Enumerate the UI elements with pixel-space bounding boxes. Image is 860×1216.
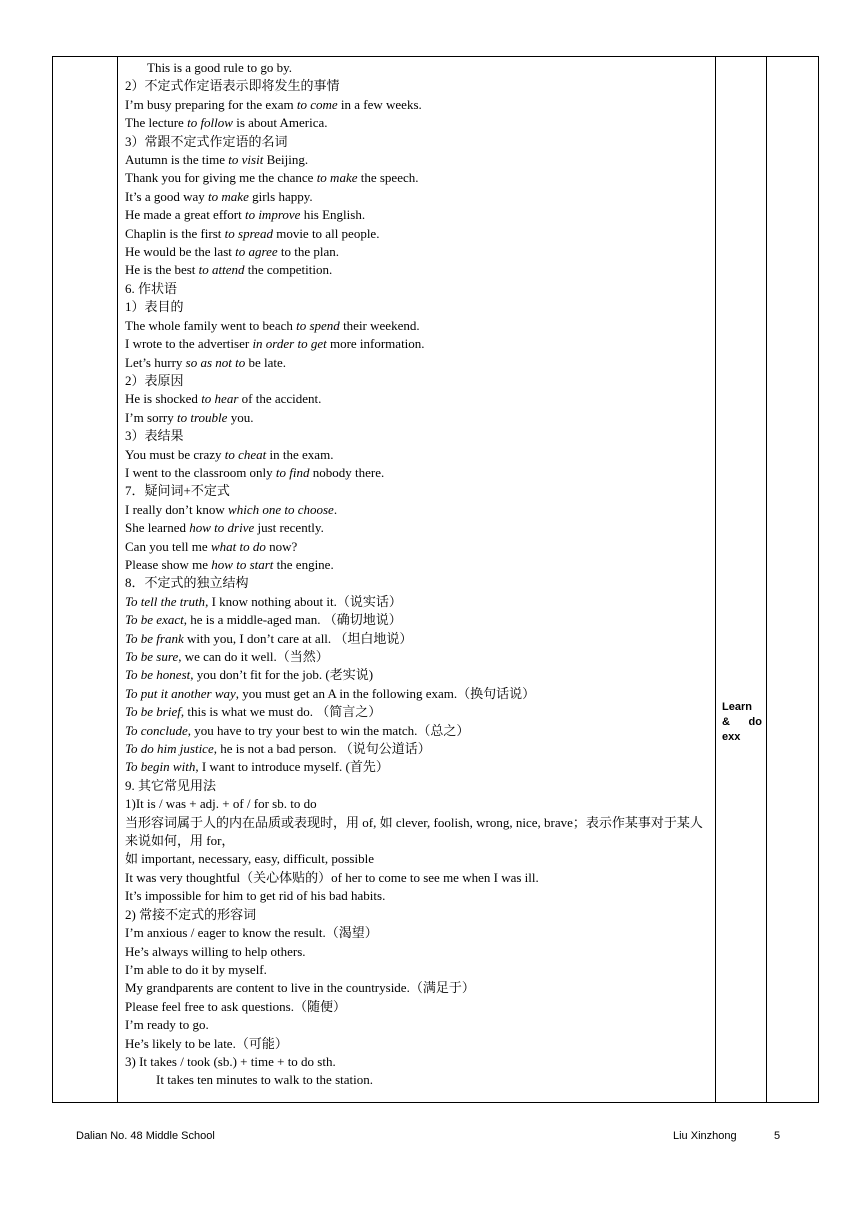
text-line [125,225,715,243]
text-run: the speech. [357,170,419,186]
infinitive-phrase: so as not to [185,354,246,370]
text-run: is about America. [232,115,328,131]
text-run: their weekend. [339,317,420,333]
infinitive-phrase: To be frank [125,630,184,646]
infinitive-phrase: what to do [210,538,266,554]
text-run: Chaplin is the first [125,225,225,241]
infinitive-phrase: to attend [198,262,245,278]
text-run: It was very thoughtful（关心体贴的）of her to come to see me when I was ill. [125,869,539,885]
text-run: Please show me [125,556,212,572]
infinitive-phrase: To be sure [125,649,179,664]
text-line [125,961,715,979]
text-line [125,611,715,629]
text-run: 6. 作状语 [125,280,178,296]
column-divider [117,57,118,1102]
infinitive-phrase: To conclude [125,722,188,738]
text-line [125,243,715,261]
text-line [125,593,715,611]
text-run: Please feel free to ask questions.（随便） [125,998,346,1014]
text-line [125,1035,715,1053]
text-run: He would be the last [125,244,236,260]
infinitive-phrase: to cheat [224,446,267,462]
text-run: , I want to introduce myself. (首先） [195,759,389,775]
text-run: 当形容词属于人的内在品质或表现时，用 of, 如 clever, foolish, wrong, nice, brave；表示作某事对于某人来说如何，用 for， [125,814,703,849]
text-run: 2) 常接不定式的形容词 [125,906,257,922]
text-run: 7．疑问词+不定式 [125,483,230,499]
text-line [125,59,715,77]
text-line [125,372,715,390]
text-run: with you, I don’t care at all. （坦白地说） [183,630,413,646]
text-run: It’s impossible for him to get rid of his bad habits. [125,888,386,904]
text-run: 9. 其它常见用法 [125,777,217,793]
text-run: The whole family went to beach [125,317,297,333]
text-line [125,538,715,556]
text-line [125,924,715,942]
text-run: , you don’t fit for the job. (老实说) [190,667,374,683]
text-run: nobody there. [309,464,385,480]
note-line: Learn [722,701,752,713]
text-run: 2）表原因 [125,372,184,388]
infinitive-phrase: to hear [201,391,239,407]
text-run: Autumn is the time [125,152,229,168]
infinitive-phrase: To be brief [125,704,181,720]
infinitive-phrase: To be honest [125,667,191,683]
infinitive-phrase: to follow [187,115,233,131]
text-run: be late. [245,354,287,370]
text-run: I’m ready to go. [125,1017,209,1033]
text-run: I really don’t know [125,501,229,517]
text-line [125,501,715,519]
text-line [125,335,715,353]
text-run: in the exam. [266,446,334,462]
lesson-content [125,59,715,1090]
text-run: Let’s hurry [125,354,186,370]
text-line [125,206,715,224]
text-run: It’s a good way [125,188,209,204]
text-run: , this is what we must do. （简言之） [180,704,382,720]
text-run: 3) It takes / took (sb.) + time + to do sth. [125,1053,336,1069]
text-line [125,169,715,187]
text-line [125,703,715,721]
text-line [125,979,715,997]
text-line [125,556,715,574]
text-run: just recently. [254,520,324,536]
text-line [125,133,715,151]
text-line [125,298,715,316]
infinitive-phrase: to spend [296,317,340,333]
text-run: , he is not a bad person. （说句公道话） [213,741,431,757]
text-line [125,1071,715,1089]
text-run: He made a great effort [125,207,245,223]
text-run: in a few weeks. [337,96,422,112]
text-run: more information. [326,336,425,352]
text-run: I’m anxious / eager to know the result.（渴望） [125,925,378,941]
infinitive-phrase: To put it another way [125,685,236,701]
text-run: Can you tell me [125,538,211,554]
text-run: I’m able to do it by myself. [125,961,267,977]
infinitive-phrase: how to start [211,556,274,572]
text-run: movie to all people. [272,225,380,241]
text-run: My grandparents are content to live in the countryside.（满足于） [125,980,475,996]
text-line [125,464,715,482]
infinitive-phrase: to improve [244,207,301,223]
text-run: the engine. [273,556,334,572]
text-line [125,1016,715,1034]
text-line [125,869,715,887]
text-run: 1)It is / was + adj. + of / for sb. to do [125,796,317,812]
text-line [125,519,715,537]
text-line [125,390,715,408]
page-number: 5 [774,1130,781,1142]
infinitive-phrase: to make [316,170,358,186]
text-line [125,943,715,961]
infinitive-phrase: To begin with [125,759,196,775]
text-run: , he is a middle-aged man. （确切地说） [183,612,402,628]
footer-author: Liu Xinzhong [673,1130,737,1142]
text-run: 3）表结果 [125,428,184,444]
text-line [125,354,715,372]
infinitive-phrase: how to drive [189,520,255,536]
text-line [125,317,715,335]
text-line [125,998,715,1016]
text-run: I’m sorry [125,409,177,425]
text-line [125,482,715,500]
text-run: 2）不定式作定语表示即将发生的事情 [125,78,340,94]
text-run: , I know nothing about it.（说实话） [205,593,402,609]
text-line [125,574,715,592]
infinitive-phrase: To tell the truth [125,593,206,609]
text-run: I’m busy preparing for the exam [125,96,297,112]
text-run: . [333,501,338,517]
infinitive-phrase: to visit [228,152,264,168]
text-line [125,777,715,795]
text-line [125,261,715,279]
text-line [125,722,715,740]
text-line [125,648,715,666]
lesson-table [52,56,819,1103]
text-run: girls happy. [248,188,313,204]
text-line [125,758,715,776]
text-line [125,151,715,169]
text-run: , we can do it well.（当然） [178,649,329,664]
text-run: you. [227,409,254,425]
text-run: He’s likely to be late.（可能） [125,1035,288,1051]
text-run: 8．不定式的独立结构 [125,575,249,591]
text-run: This is a good rule to go by. [147,60,293,75]
text-line [125,409,715,427]
text-run: The lecture [125,115,188,131]
note-line: & do [722,716,762,728]
text-run: She learned [125,520,190,536]
activity-note [722,700,762,745]
text-run: , you must get an A in the following exam.（换句话说） [235,685,536,701]
text-run: Beijing. [263,152,309,168]
text-run: to the plan. [277,244,339,260]
text-run: , you have to try your best to win the match.（总之） [187,722,470,738]
text-line [125,850,715,868]
infinitive-phrase: to spread [224,225,273,241]
infinitive-phrase: to find [275,464,310,480]
infinitive-phrase: to come [296,96,338,112]
infinitive-phrase: which one to choose [228,501,334,517]
text-line [125,427,715,445]
text-line [125,1053,715,1071]
text-run: It takes ten minutes to walk to the station. [156,1072,373,1088]
infinitive-phrase: to trouble [177,409,228,425]
text-run: 1）表目的 [125,299,184,315]
text-line [125,814,715,851]
text-line [125,77,715,95]
note-line: exx [722,731,741,743]
text-run: You must be crazy [125,446,225,462]
infinitive-phrase: to make [208,188,249,204]
text-run: 如 important, necessary, easy, difficult, possible [125,851,374,867]
text-run: Thank you for giving me the chance [125,170,317,186]
text-run: of the accident. [238,391,322,407]
text-run: the competition. [244,262,333,278]
text-run: He’s always willing to help others. [125,943,306,959]
infinitive-phrase: in order to get [252,336,327,352]
text-line [125,114,715,132]
text-run: He is shocked [125,391,202,407]
infinitive-phrase: to agree [235,244,278,260]
text-run: now? [265,538,298,554]
text-line [125,280,715,298]
text-line [125,188,715,206]
text-run: his English. [300,207,366,223]
column-divider [715,57,716,1102]
text-run: I wrote to the advertiser [125,336,253,352]
column-divider [766,57,767,1102]
footer-school: Dalian No. 48 Middle School [76,1130,215,1142]
text-line [125,906,715,924]
text-run: He is the best [125,262,199,278]
text-line [125,96,715,114]
text-run: 3）常跟不定式作定语的名词 [125,133,288,149]
text-run: I went to the classroom only [125,464,276,480]
text-line [125,446,715,464]
text-line [125,630,715,648]
text-line [125,685,715,703]
text-line [125,666,715,684]
text-line [125,795,715,813]
infinitive-phrase: To do him justice [125,741,214,757]
infinitive-phrase: To be exact [125,612,184,628]
text-line [125,887,715,905]
text-line [125,740,715,758]
